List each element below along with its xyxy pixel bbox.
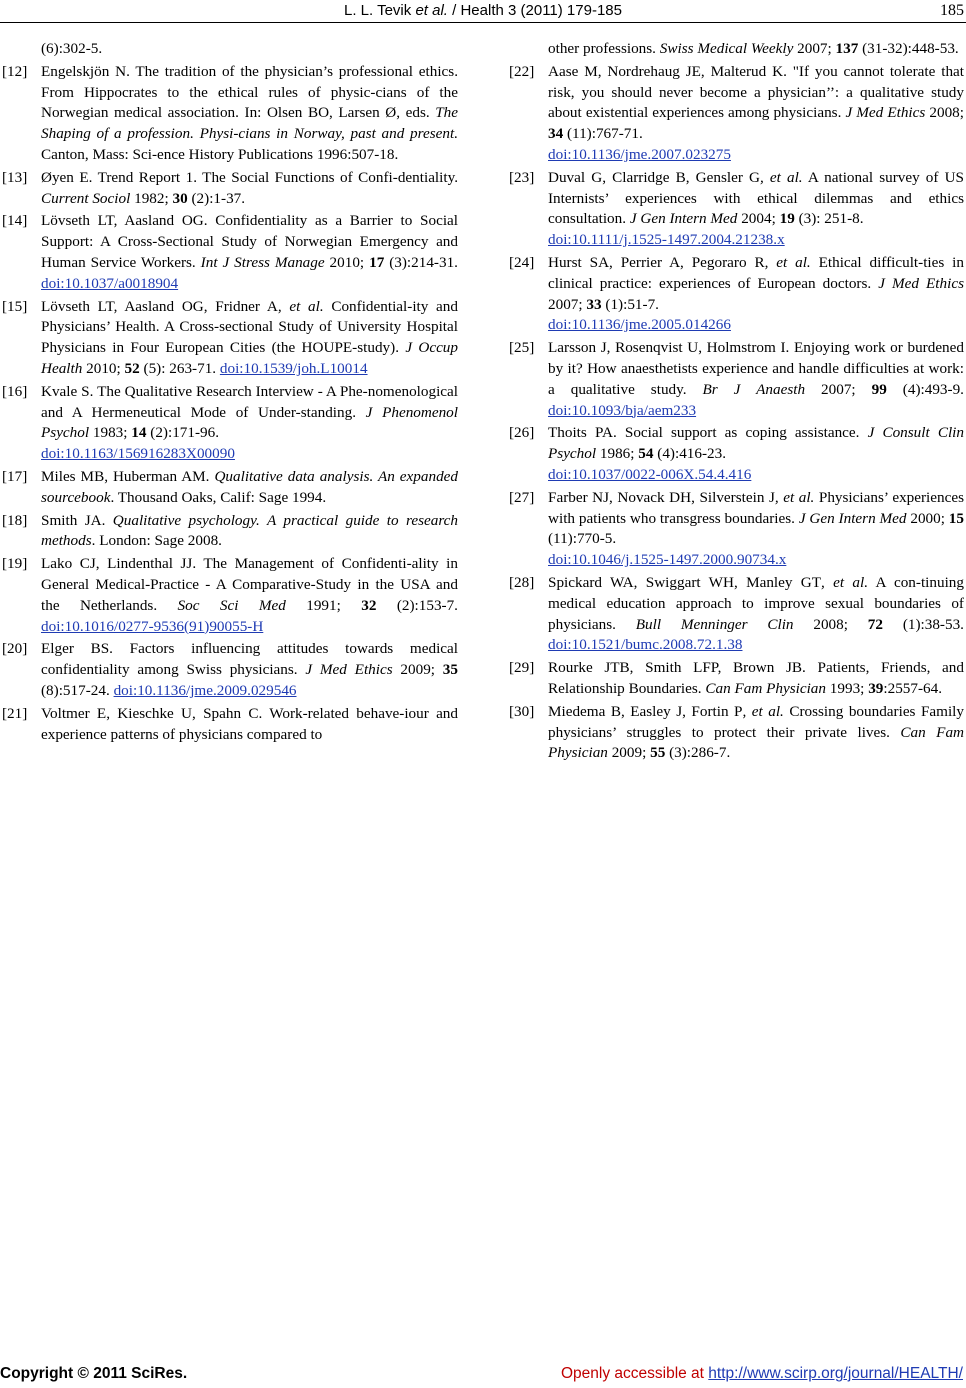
book-title: Qualitative data analysis. An expanded sourcebook xyxy=(41,467,459,506)
ref-number: [13] xyxy=(2,168,28,186)
volume: 34 xyxy=(548,125,564,143)
doi-link[interactable]: doi:10.1037/a0018904 xyxy=(41,274,179,292)
volume: 52 xyxy=(124,359,140,377)
doi-link[interactable]: doi:10.1037/0022-006X.54.4.416 xyxy=(548,465,752,483)
volume: 15 xyxy=(948,509,964,527)
ref-26: [26] Thoits PA. Social support as coping assistance. J Consult Clin Psychol 1986; 54 (4):416-23. doi:10.1037/0022-006X.54.4.416 xyxy=(509,423,964,485)
volume: 30 xyxy=(172,189,188,207)
ref-18: [18] Smith JA. Qualitative psychology. A practical guide to research methods. London: Sage 2008. xyxy=(2,511,458,550)
ref-25: [25] Larsson J, Rosenqvist U, Holmstrom I. Enjoying work or burdened by it? How anaesthetists experience and handle difficulties at work: a qualitative study. Br J Anaesth 2007; 99 (4):493-9. doi:10.1093/bja/aem233 xyxy=(509,339,964,419)
ref-14: [14] Lövseth LT, Aasland OG. Confidentiality as a Barrier to Social Support: A Cross-Sectional Study of Norwegian Emergency and Human Service Workers. Int J Stress Manage 2010; 17 (3):214-31. doi:10.1037/a0018904 xyxy=(2,212,458,292)
journal-name: J Consult Clin Psychol xyxy=(548,424,964,463)
book-title: The Shaping of a profession. Physi-cians in Norway, past and present. xyxy=(41,104,458,143)
header-rule xyxy=(0,22,966,23)
ref-continuation: (6):302-5. xyxy=(41,40,103,57)
ref-16: [16] Kvale S. The Qualitative Research Interview - A Phe-nomenological and A Hermeneutical Mode of Under-standing. J Phenomenol Psychol 1983; 14 (2):171-96. doi:10.1163/156916283X00090 xyxy=(2,382,458,465)
journal-name: Can Fam Physician xyxy=(548,723,964,762)
ref-number: [21] xyxy=(2,704,28,722)
header-journal: / Health 3 (2011) 179-185 xyxy=(447,2,622,19)
ref-number: [14] xyxy=(2,212,28,230)
journal-name: J Med Ethics xyxy=(845,104,926,122)
volume: 19 xyxy=(779,210,795,228)
volume: 72 xyxy=(867,615,883,633)
ref-number: [19] xyxy=(2,555,28,573)
ref-23: [23] Duval G, Clarridge B, Gensler G, et al. A national survey of US Internists’ experiences with ethical dilemmas and ethics consultation. J Gen Intern Med 2004; 19 (3): 251-8. doi:10.1111/j.1525-1497.2004.21238.x xyxy=(509,168,964,251)
ref-number: [24] xyxy=(509,253,535,271)
ref-number: [26] xyxy=(509,424,535,442)
header-etal: et al. xyxy=(415,2,448,19)
ref-13: [13] Øyen E. Trend Report 1. The Social Functions of Confi-dentiality. Current Sociol 1982; 30 (2):1-37. xyxy=(2,168,458,207)
volume: 33 xyxy=(586,295,602,313)
volume: 55 xyxy=(650,744,666,762)
ref-continuation: other professions. Swiss Medical Weekly 2007; 137 (31-32):448-53. xyxy=(548,40,959,57)
header-title xyxy=(0,1,966,21)
ref-number: [30] xyxy=(509,702,535,720)
volume: 99 xyxy=(871,380,887,398)
journal-url-link[interactable]: http://www.scirp.org/journal/HEALTH/ xyxy=(708,1365,963,1382)
ref-19: [19] Lako CJ, Lindenthal JJ. The Management of Confidenti-ality in General Medical-Practice - A Comparative-Study in the USA and the Netherlands. Soc Sci Med 1991; 32 (2):153-7. doi:10.1016/0277-9536(91)90055-H xyxy=(2,555,458,635)
volume: 137 xyxy=(835,40,859,57)
ref-number: [23] xyxy=(509,168,535,186)
ref-28: [28] Spickard WA, Swiggart WH, Manley GT, et al. A con-tinuing medical education approach to improve sexual boundaries of physicians. Bull Menninger Clin 2008; 72 (1):38-53. doi:10.1521/bumc.2008.72.1.38 xyxy=(509,573,964,654)
journal-name: J Gen Intern Med xyxy=(798,509,907,527)
references-right-column xyxy=(509,39,964,766)
journal-name: Can Fam Physician xyxy=(705,679,826,697)
ref-22: [22] Aase M, Nordrehaug JE, Malterud K. "If you cannot tolerate that risk, you should never become a physician’’: a qualitative study about existential experiences among physicians. J Med Ethics 2008; 34 (11):767-71. doi:10.1136/jme.2007.023275 xyxy=(509,62,964,166)
doi-link[interactable]: doi:10.1163/156916283X00090 xyxy=(41,445,235,463)
volume: 14 xyxy=(131,424,147,442)
ref-15: [15] Lövseth LT, Aasland OG, Fridner A, et al. Confidential-ity and Physicians’ Health. A Cross-sectional Study of University Hospital Physicians in Four European Cities (the HOUPE-study). J Occup Health 2010; 52 (5): 263-71. doi:10.1539/joh.L10014 xyxy=(2,297,458,377)
doi-link[interactable]: doi:10.1539/joh.L10014 xyxy=(219,359,368,377)
journal-name: J Occup Health xyxy=(41,339,458,377)
doi-link[interactable]: doi:10.1136/jme.2009.029546 xyxy=(113,681,297,699)
journal-name: J Med Ethics xyxy=(305,661,393,679)
doi-link[interactable]: doi:10.1016/0277-9536(91)90055-H xyxy=(41,617,264,635)
journal-name: J Gen Intern Med xyxy=(629,210,738,228)
journal-name: Int J Stress Manage xyxy=(200,253,325,271)
doi-link[interactable]: doi:10.1111/j.1525-1497.2004.21238.x xyxy=(548,231,785,249)
page-footer xyxy=(0,1364,966,1386)
ref-24: [24] Hurst SA, Perrier A, Pegoraro R, et al. Ethical difficult-ties in clinical practice: experiences of European doctors. J Med Ethics 2007; 33 (1):51-7. doi:10.1136/jme.2005.014266 xyxy=(509,253,964,336)
open-access-notice: Openly accessible at http://www.scirp.org/journal/HEALTH/ xyxy=(560,1365,963,1382)
ref-number: [12] xyxy=(2,62,28,80)
ref-number: [22] xyxy=(509,62,535,80)
journal-name: J Med Ethics xyxy=(878,274,964,292)
journal-name: J Phenomenol Psychol xyxy=(41,403,458,442)
doi-link[interactable]: doi:10.1136/jme.2005.014266 xyxy=(548,316,731,334)
ref-number: [27] xyxy=(509,488,535,506)
ref-number: [29] xyxy=(509,659,535,677)
ref-20: [20] Elger BS. Factors influencing attitudes towards medical confidentiality among Swiss physicians. J Med Ethics 2009; 35 (8):517-24. doi:10.1136/jme.2009.029546 xyxy=(2,640,458,699)
volume: 39 xyxy=(868,679,884,697)
page-number: 185 xyxy=(940,2,964,19)
volume: 17 xyxy=(369,253,385,271)
ref-number: [28] xyxy=(509,573,535,591)
ref-number: [16] xyxy=(2,382,28,400)
running-header xyxy=(0,1,966,23)
ref-number: [20] xyxy=(2,640,28,658)
ref-29: [29] Rourke JTB, Smith LFP, Brown JB. Patients, Friends, and Relationship Boundaries. Can Fam Physician 1993; 39:2557-64. xyxy=(509,659,964,697)
ref-number: [15] xyxy=(2,297,28,315)
journal-name: Bull Menninger Clin xyxy=(635,615,794,633)
journal-name: Swiss Medical Weekly xyxy=(659,40,794,57)
volume: 32 xyxy=(361,596,377,614)
ref-number: [18] xyxy=(2,511,28,529)
journal-name: Soc Sci Med xyxy=(177,596,286,614)
references-left-column xyxy=(2,39,458,747)
ref-12: [12] Engelskjön N. The tradition of the physician’s professional ethics. From Hippocrates to the ethical rules of physic-cians of the Norwegian medical association. In: Olsen BO, Larsen Ø, eds. The Shaping of a profession. Physi-cians in Norway, past and present. Canton, Mass: Sci-ence History Publications 1996:507-18. xyxy=(2,62,458,163)
ref-27: [27] Farber NJ, Novack DH, Silverstein J, et al. Physicians’ experiences with patients who transgress boundaries. J Gen Intern Med 2000; 15 (11):770-5. doi:10.1046/j.1525-1497.2000.90734.x xyxy=(509,488,964,571)
header-authors: L. L. Tevik xyxy=(344,2,416,19)
ref-30: [30] Miedema B, Easley J, Fortin P, et al. Crossing boundaries Family physicians’ struggles to protect their private lives. Can Fam Physician 2009; 55 (3):286-7. xyxy=(509,702,964,762)
doi-link[interactable]: doi:10.1093/bja/aem233 xyxy=(548,401,697,419)
doi-link[interactable]: doi:10.1136/jme.2007.023275 xyxy=(548,145,731,163)
ref-17: [17] Miles MB, Huberman AM. Qualitative data analysis. An expanded sourcebook. Thousand Oaks, Calif: Sage 1994. xyxy=(2,467,459,506)
ref-number: [25] xyxy=(509,339,535,357)
doi-link[interactable]: doi:10.1046/j.1525-1497.2000.90734.x xyxy=(548,551,787,569)
journal-name: Br J Anaesth xyxy=(702,380,806,398)
ref-number: [17] xyxy=(2,467,28,485)
book-title: Qualitative psychology. A practical guide to research methods xyxy=(41,511,458,550)
volume: 54 xyxy=(638,445,654,463)
volume: 35 xyxy=(442,661,458,679)
ref-21: [21] Voltmer E, Kieschke U, Spahn C. Work-related behave-iour and experience patterns of physicians compared to xyxy=(2,704,458,743)
copyright-notice: Copyright © 2011 SciRes. xyxy=(0,1365,188,1382)
doi-link[interactable]: doi:10.1521/bumc.2008.72.1.38 xyxy=(548,636,743,654)
journal-name: Current Sociol xyxy=(41,189,131,207)
